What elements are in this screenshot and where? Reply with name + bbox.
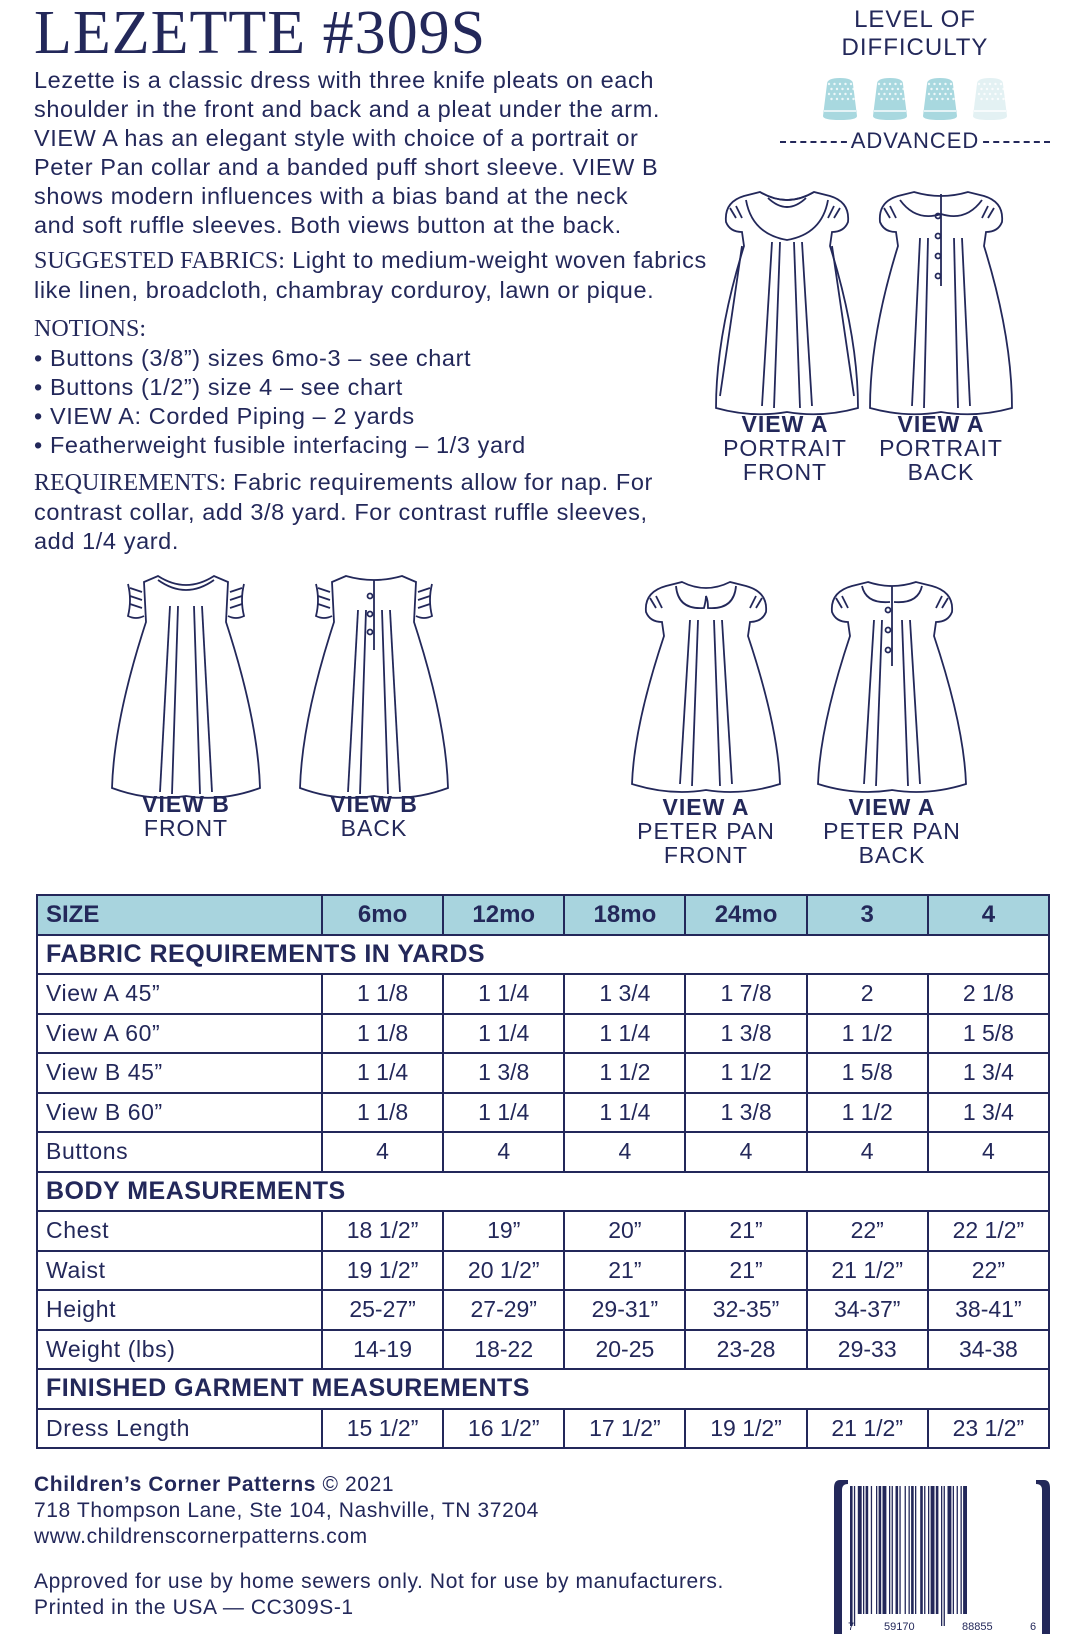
table-cell: 21 1/2” (807, 1409, 928, 1449)
table-cell: 29-33 (807, 1330, 928, 1370)
view-a-peterpan-back-label: VIEW A PETER PAN BACK (823, 794, 961, 868)
legal-info (34, 1569, 724, 1621)
size-header-cell: 3 (807, 895, 928, 935)
notions-heading: NOTIONS: (34, 316, 146, 342)
table-row (37, 1211, 1049, 1251)
table-cell: 23-28 (685, 1330, 806, 1370)
chart-section-title: FABRIC REQUIREMENTS IN YARDS (37, 935, 1049, 975)
difficulty-title: LEVEL OF DIFFICULTY (841, 6, 989, 61)
address: 718 Thompson Lane, Ste 104, Nashville, TN 37204 (34, 1499, 539, 1522)
row-label: Height (37, 1290, 322, 1330)
notions (34, 315, 734, 460)
notion-item: • Buttons (1/2”) size 4 – see chart (34, 373, 734, 402)
approval-note: Approved for use by home sewers only. Not for use by manufacturers. (34, 1570, 724, 1593)
table-cell: 21” (564, 1251, 685, 1291)
table-cell: 1 1/2 (564, 1053, 685, 1093)
thimble-filled-icon (869, 76, 911, 122)
table-cell: 21” (685, 1211, 806, 1251)
row-label: Waist (37, 1251, 322, 1291)
description-line: and soft ruffle sleeves. Both views button at the back. (34, 212, 622, 238)
row-label: Dress Length (37, 1409, 322, 1449)
requirements-text: contrast collar, add 3/8 yard. For contrast ruffle sleeves, (34, 499, 648, 525)
table-cell: 4 (685, 1132, 806, 1172)
table-cell: 2 1/8 (928, 974, 1049, 1014)
chart-section-title: BODY MEASUREMENTS (37, 1172, 1049, 1212)
table-cell: 4 (564, 1132, 685, 1172)
table-cell: 34-37” (807, 1290, 928, 1330)
table-cell: 4 (443, 1132, 564, 1172)
pattern-title: LEZETTE #309S (34, 0, 487, 67)
table-row (37, 1093, 1049, 1133)
table-row (37, 1014, 1049, 1054)
table-cell: 21” (685, 1251, 806, 1291)
view-a-peterpan-back-illustration (812, 576, 972, 796)
chart-section-row (37, 1369, 1049, 1409)
barcode (834, 1478, 1050, 1634)
row-label: Weight (lbs) (37, 1330, 322, 1370)
size-chart (36, 894, 1050, 1449)
difficulty-rule (780, 128, 1050, 154)
barcode-digit: 6 (1030, 1621, 1037, 1633)
row-label: View B 60” (37, 1093, 322, 1133)
table-cell: 2 (807, 974, 928, 1014)
table-cell: 27-29” (443, 1290, 564, 1330)
size-header-cell: 24mo (685, 895, 806, 935)
table-cell: 1 1/2 (685, 1053, 806, 1093)
chart-section-row (37, 1172, 1049, 1212)
barcode-digit: 59170 (884, 1621, 915, 1633)
table-cell: 4 (928, 1132, 1049, 1172)
table-cell: 20-25 (564, 1330, 685, 1370)
table-cell: 19 1/2” (322, 1251, 443, 1291)
view-b-back-illustration (294, 570, 454, 802)
table-cell: 1 1/4 (564, 1093, 685, 1133)
table-cell: 1 5/8 (928, 1014, 1049, 1054)
view-a-portrait-front-illustration (712, 186, 862, 418)
table-cell: 1 1/2 (807, 1014, 928, 1054)
table-cell: 21 1/2” (807, 1251, 928, 1291)
notion-item: • Buttons (3/8”) sizes 6mo-3 – see chart (34, 344, 734, 373)
suggested-fabrics (34, 246, 734, 305)
table-cell: 4 (807, 1132, 928, 1172)
description-line: shows modern influences with a bias band at the neck (34, 183, 629, 209)
table-cell: 1 3/8 (685, 1014, 806, 1054)
table-cell: 23 1/2” (928, 1409, 1049, 1449)
table-cell: 25-27” (322, 1290, 443, 1330)
difficulty-level: ADVANCED (847, 128, 984, 154)
table-row (37, 1132, 1049, 1172)
table-row (37, 1290, 1049, 1330)
size-header-label: SIZE (37, 895, 322, 935)
table-row (37, 1053, 1049, 1093)
fabrics-text: like linen, broadcloth, chambray corduroy, lawn or pique. (34, 277, 655, 303)
description-line: Peter Pan collar and a banded puff short sleeve. VIEW B (34, 154, 659, 180)
company-name: Children’s Corner Patterns (34, 1473, 317, 1496)
difficulty-block (780, 6, 1050, 154)
description (34, 66, 714, 240)
copyright: © 2021 (316, 1473, 395, 1496)
table-cell: 22 1/2” (928, 1211, 1049, 1251)
table-cell: 1 1/8 (322, 1093, 443, 1133)
chart-section-row (37, 935, 1049, 975)
table-cell: 22” (928, 1251, 1049, 1291)
row-label: View A 45” (37, 974, 322, 1014)
description-line: shoulder in the front and back and a pleat under the arm. (34, 96, 661, 122)
row-label: View B 45” (37, 1053, 322, 1093)
size-header-cell: 4 (928, 895, 1049, 935)
notion-item: • VIEW A: Corded Piping – 2 yards (34, 402, 734, 431)
size-header-cell: 6mo (322, 895, 443, 935)
view-a-peterpan-front-illustration (626, 576, 786, 796)
table-cell: 15 1/2” (322, 1409, 443, 1449)
table-cell: 22” (807, 1211, 928, 1251)
size-header-cell: 18mo (564, 895, 685, 935)
website-link[interactable]: www.childrenscornerpatterns.com (34, 1525, 368, 1548)
thimble-empty-icon (969, 76, 1011, 122)
table-cell: 1 1/4 (564, 1014, 685, 1054)
row-label: View A 60” (37, 1014, 322, 1054)
description-line: VIEW A has an elegant style with choice of a portrait or (34, 125, 639, 151)
table-row (37, 1409, 1049, 1449)
table-cell: 16 1/2” (443, 1409, 564, 1449)
view-a-portrait-back-label: VIEW A PORTRAIT BACK (879, 411, 1003, 485)
table-cell: 1 3/4 (564, 974, 685, 1014)
table-cell: 1 1/4 (443, 974, 564, 1014)
table-cell: 18 1/2” (322, 1211, 443, 1251)
table-cell: 1 1/4 (443, 1093, 564, 1133)
notions-list (34, 344, 734, 460)
fabrics-text: Light to medium-weight woven fabrics (284, 247, 707, 273)
requirements-heading: REQUIREMENTS: (34, 470, 226, 496)
size-header-cell: 12mo (443, 895, 564, 935)
difficulty-thimbles (780, 76, 1050, 124)
table-cell: 1 3/8 (685, 1093, 806, 1133)
view-a-portrait-back-illustration (866, 186, 1016, 418)
printed-note: Printed in the USA — CC309S-1 (34, 1596, 354, 1619)
row-label: Buttons (37, 1132, 322, 1172)
table-cell: 19” (443, 1211, 564, 1251)
thimble-filled-icon (919, 76, 961, 122)
table-cell: 1 1/8 (322, 1014, 443, 1054)
table-cell: 1 3/4 (928, 1093, 1049, 1133)
table-cell: 14-19 (322, 1330, 443, 1370)
row-label: Chest (37, 1211, 322, 1251)
table-cell: 1 1/4 (322, 1053, 443, 1093)
table-cell: 34-38 (928, 1330, 1049, 1370)
view-a-peterpan-front-label: VIEW A PETER PAN FRONT (637, 794, 775, 868)
view-b-back-label: VIEW B BACK (330, 791, 418, 841)
fabrics-heading: SUGGESTED FABRICS: (34, 248, 285, 274)
chart-section-title: FINISHED GARMENT MEASUREMENTS (37, 1369, 1049, 1409)
table-row (37, 1251, 1049, 1291)
thimble-filled-icon (819, 76, 861, 122)
barcode-digit: 88855 (962, 1621, 993, 1633)
table-cell: 1 3/4 (928, 1053, 1049, 1093)
requirements (34, 468, 754, 556)
table-cell: 1 7/8 (685, 974, 806, 1014)
table-cell: 18-22 (443, 1330, 564, 1370)
requirements-text: add 1/4 yard. (34, 528, 179, 554)
description-line: Lezette is a classic dress with three knife pleats on each (34, 67, 654, 93)
table-cell: 4 (322, 1132, 443, 1172)
table-cell: 1 1/8 (322, 974, 443, 1014)
table-cell: 29-31” (564, 1290, 685, 1330)
requirements-text: Fabric requirements allow for nap. For (226, 469, 653, 495)
table-cell: 19 1/2” (685, 1409, 806, 1449)
view-b-front-label: VIEW B FRONT (142, 791, 230, 841)
notion-item: • Featherweight fusible interfacing – 1/3 yard (34, 431, 734, 460)
table-cell: 1 1/4 (443, 1014, 564, 1054)
view-a-portrait-front-label: VIEW A PORTRAIT FRONT (723, 411, 847, 485)
table-cell: 1 5/8 (807, 1053, 928, 1093)
table-cell: 38-41” (928, 1290, 1049, 1330)
table-cell: 1 1/2 (807, 1093, 928, 1133)
table-cell: 20” (564, 1211, 685, 1251)
view-b-front-illustration (106, 570, 266, 802)
table-cell: 20 1/2” (443, 1251, 564, 1291)
table-cell: 17 1/2” (564, 1409, 685, 1449)
table-row (37, 1330, 1049, 1370)
table-cell: 32-35” (685, 1290, 806, 1330)
barcode-digit: 7 (848, 1621, 855, 1633)
publisher-info (34, 1472, 539, 1550)
table-row (37, 974, 1049, 1014)
size-header-row (37, 895, 1049, 935)
table-cell: 1 3/8 (443, 1053, 564, 1093)
